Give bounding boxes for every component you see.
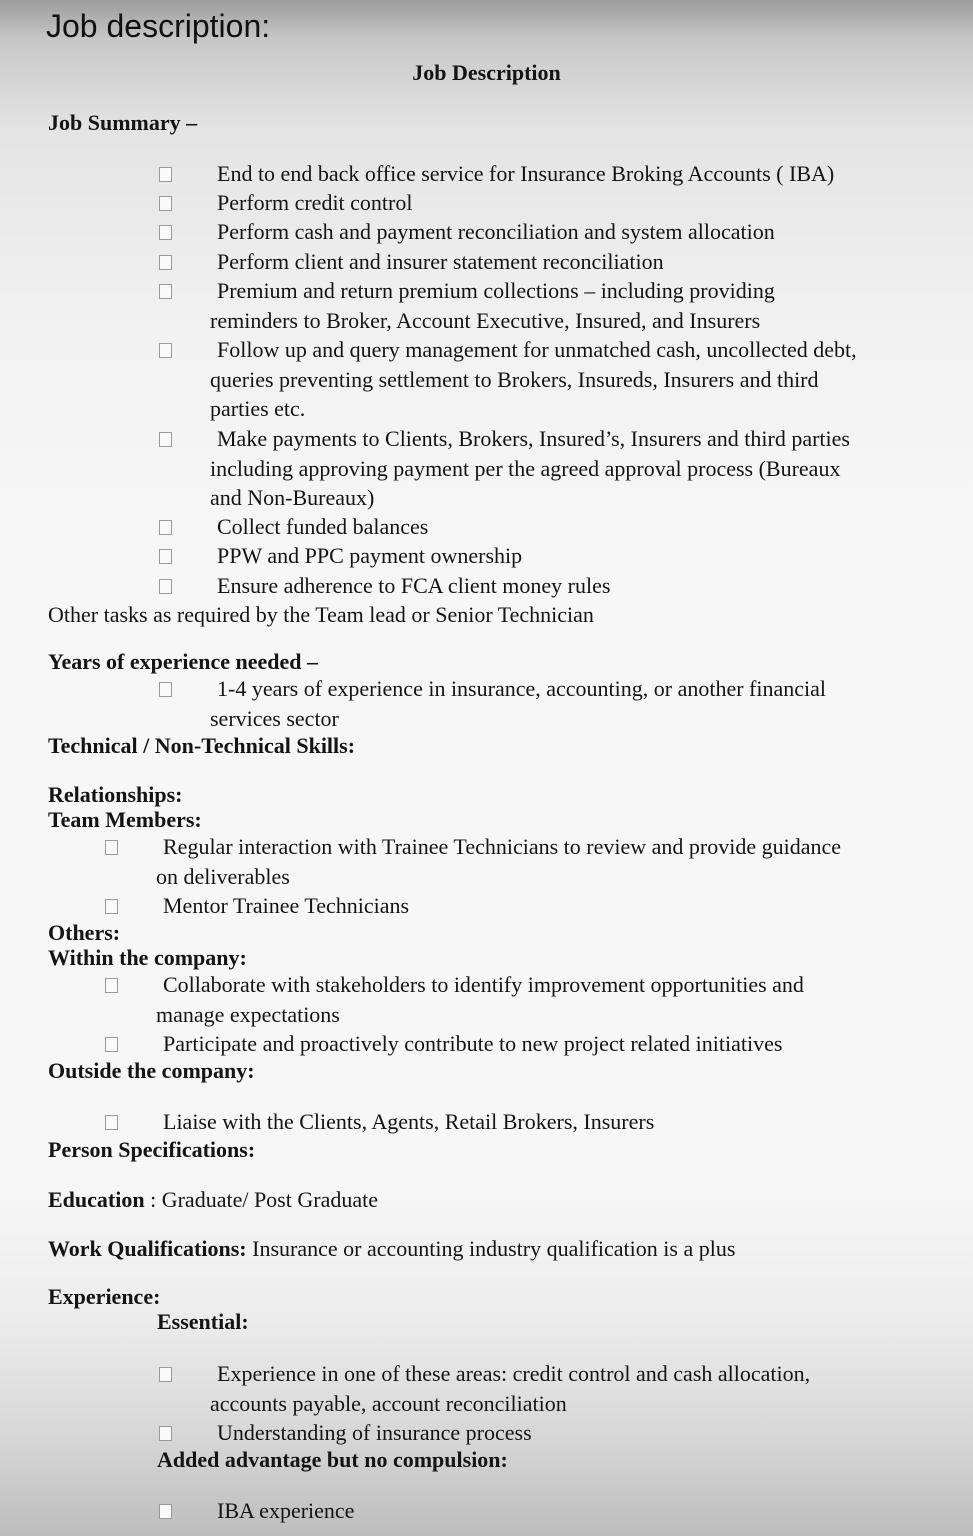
list-item-text: End to end back office service for Insurance Broking Accounts ( IBA) — [217, 161, 835, 186]
list-item-text: Understanding of insurance process — [217, 1420, 532, 1445]
checkbox-bullet-icon — [105, 1115, 118, 1130]
team-members-heading: Team Members: — [48, 807, 202, 832]
list-item-text: Mentor Trainee Technicians — [163, 893, 410, 918]
checkbox-bullet-icon — [105, 899, 118, 914]
checkbox-bullet-icon — [159, 549, 172, 564]
others-heading: Others: — [48, 920, 121, 945]
work-qualifications-line — [48, 1234, 735, 1264]
checkbox-bullet-icon — [159, 196, 172, 211]
checkbox-bullet-icon — [159, 167, 172, 182]
checkbox-bullet-icon — [159, 1504, 172, 1519]
list-item-text: PPW and PPC payment ownership — [217, 543, 523, 568]
experience-heading: Experience: — [48, 1284, 161, 1309]
within-company-heading: Within the company: — [48, 945, 247, 970]
work-qualifications-value: Insurance or accounting industry qualification is a plus — [252, 1236, 736, 1261]
list-item-text: Perform cash and payment reconciliation and system allocation — [217, 219, 775, 244]
checkbox-bullet-icon — [159, 343, 172, 358]
education-line — [48, 1185, 378, 1215]
list-item-text: Liaise with the Clients, Agents, Retail Brokers, Insurers — [163, 1109, 655, 1134]
page-title: Job description: — [46, 8, 271, 44]
list-item-text: Ensure adherence to FCA client money rules — [217, 573, 611, 598]
checkbox-bullet-icon — [159, 255, 172, 270]
relationships-heading: Relationships: — [48, 782, 183, 807]
checkbox-bullet-icon — [159, 284, 172, 299]
list-item-text: Premium and return premium collections – including providing reminders to Broker, Account Executive, Insured, and Insurers — [210, 278, 775, 333]
list-item-text: Collaborate with stakeholders to identify improvement opportunities and manage expectations — [156, 972, 804, 1027]
outside-company-heading: Outside the company: — [48, 1058, 255, 1083]
work-qualifications-label: Work Qualifications: — [48, 1236, 247, 1261]
checkbox-bullet-icon — [105, 1037, 118, 1052]
education-value: Graduate/ Post Graduate — [161, 1187, 378, 1212]
list-item-text: Make payments to Clients, Brokers, Insured’s, Insurers and third parties including approving payment per the agreed approval process (Bureaux and Non-Bureaux) — [210, 426, 850, 510]
checkbox-bullet-icon — [159, 432, 172, 447]
checkbox-bullet-icon — [159, 1426, 172, 1441]
job-summary-heading: Job Summary – — [48, 110, 198, 135]
checkbox-bullet-icon — [159, 1367, 172, 1382]
education-label: Education — [48, 1187, 145, 1212]
checkbox-bullet-icon — [105, 840, 118, 855]
document-heading: Job Description — [412, 60, 561, 85]
experience-needed-heading: Years of experience needed – — [48, 649, 319, 674]
list-item-text: Follow up and query management for unmatched cash, uncollected debt, queries preventing settlement to Brokers, Insureds, Insurers and third parties etc. — [210, 337, 857, 421]
essential-heading: Essential: — [157, 1309, 249, 1334]
checkbox-bullet-icon — [159, 579, 172, 594]
checkbox-bullet-icon — [105, 978, 118, 993]
checkbox-bullet-icon — [159, 520, 172, 535]
list-item-text: Collect funded balances — [217, 514, 429, 539]
skills-heading: Technical / Non-Technical Skills: — [48, 733, 356, 758]
added-advantage-heading: Added advantage but no compulsion: — [157, 1447, 508, 1472]
other-tasks-text: Other tasks as required by the Team lead or Senior Technician — [48, 602, 594, 627]
list-item-text: IBA experience — [217, 1498, 355, 1523]
person-spec-heading: Person Specifications: — [48, 1137, 256, 1162]
list-item-text: Participate and proactively contribute to new project related initiatives — [163, 1031, 783, 1056]
list-item-text: Perform client and insurer statement reconciliation — [217, 249, 664, 274]
list-item-text: Perform credit control — [217, 190, 413, 215]
checkbox-bullet-icon — [159, 682, 172, 697]
list-item-text: Regular interaction with Trainee Technicians to review and provide guidance on deliverables — [156, 834, 842, 889]
list-item-text: Experience in one of these areas: credit control and cash allocation, accounts payable, account reconciliation — [210, 1361, 811, 1416]
education-separator: : — [144, 1187, 162, 1212]
checkbox-bullet-icon — [159, 225, 172, 240]
list-item-text: 1-4 years of experience in insurance, accounting, or another financial services sector — [210, 676, 827, 731]
